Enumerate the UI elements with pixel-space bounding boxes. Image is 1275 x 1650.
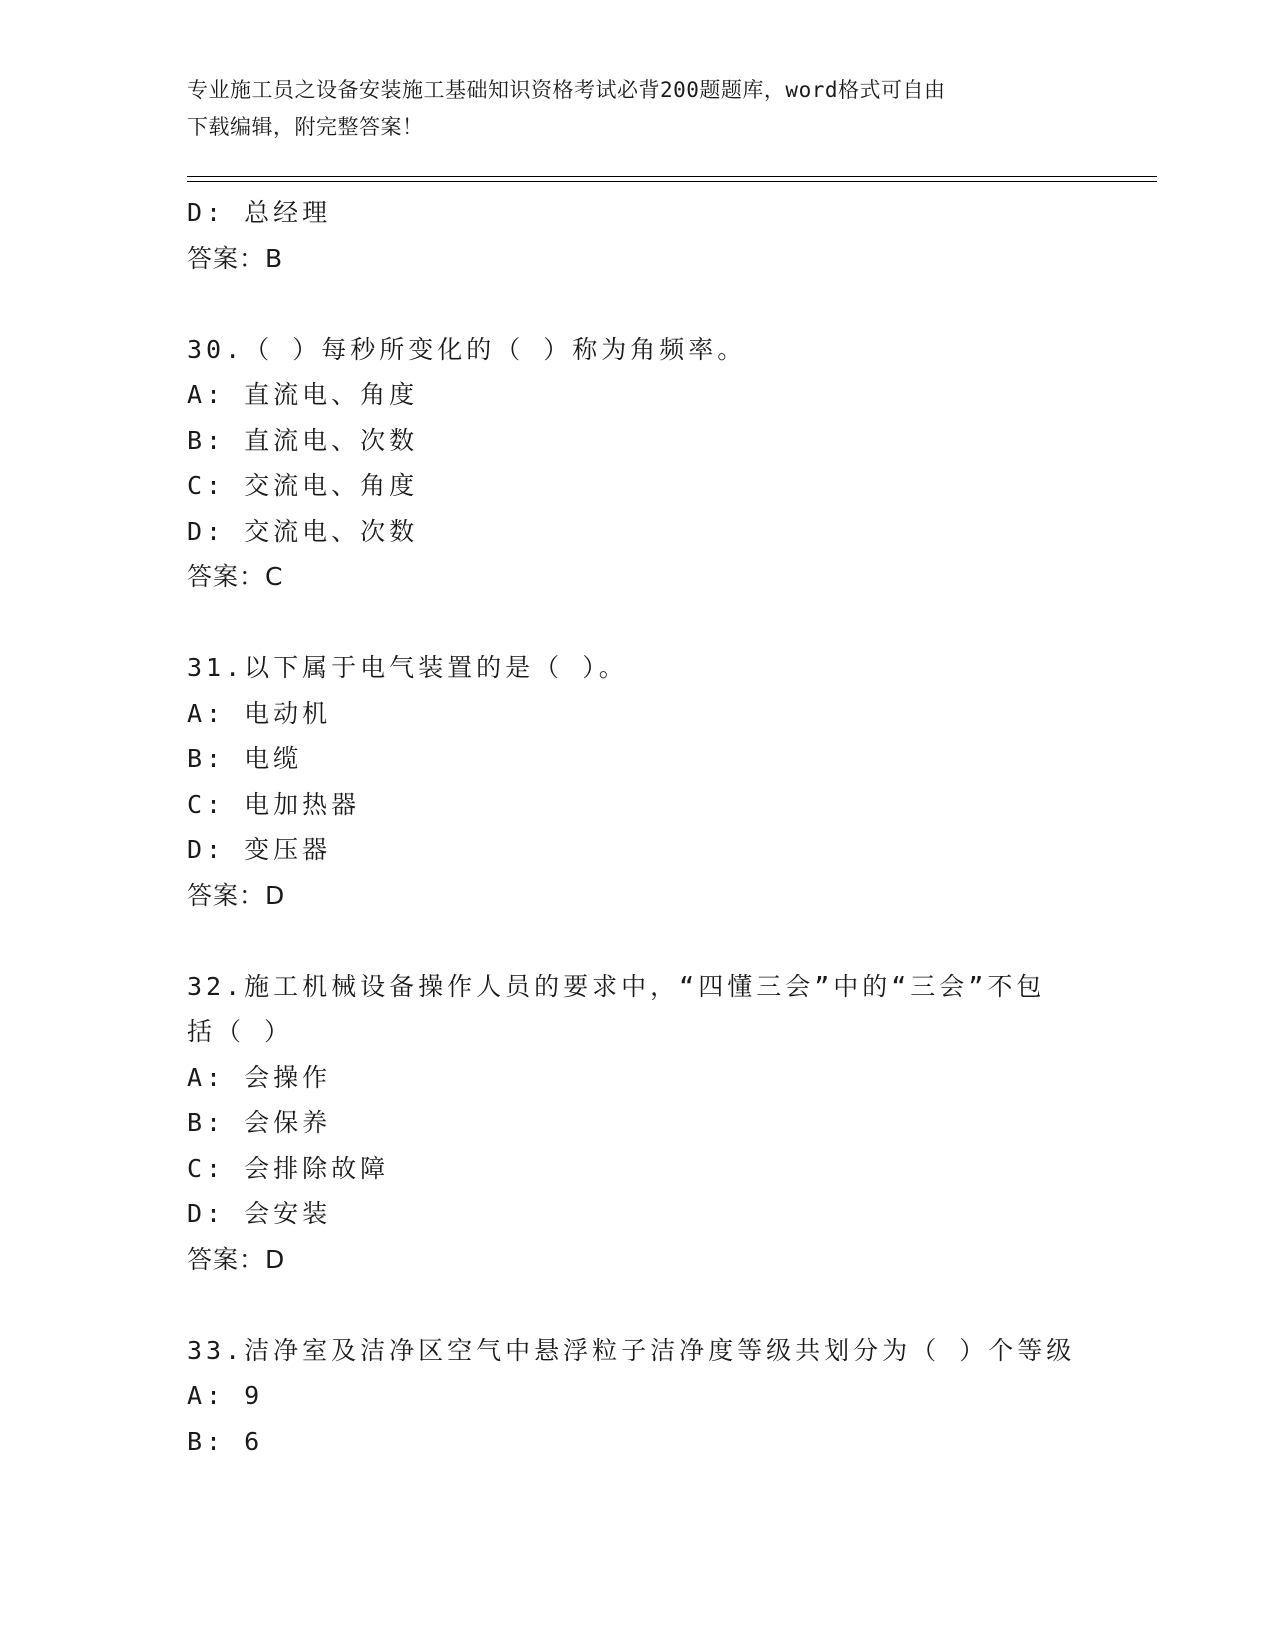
question-33 xyxy=(187,1328,1157,1465)
option-d: D: 总经理 xyxy=(187,198,332,227)
header-divider-bottom xyxy=(187,181,1157,182)
answer-line: 答案：C xyxy=(187,562,284,591)
option-b: B: 直流电、次数 xyxy=(187,425,419,455)
option-c: C: 会排除故障 xyxy=(187,1153,390,1183)
question-stem: 33.洁净室及洁净区空气中悬浮粒子洁净度等级共划分为（ ）个等级 xyxy=(187,1335,1076,1365)
question-stem: 31.以下属于电气装置的是（ ）。 xyxy=(187,653,628,682)
option-b: B: 电缆 xyxy=(187,744,303,773)
option-b: B: 会保养 xyxy=(187,1108,332,1137)
answer-line: 答案：D xyxy=(187,1244,286,1274)
question-stem-line-1: 32.施工机械设备操作人员的要求中，“四懂三会”中的“三会”不包 xyxy=(187,971,1046,1001)
header-title-line-1: 专业施工员之设备安装施工基础知识资格考试必背200题题库，word格式可自由 xyxy=(187,78,946,102)
question-29 xyxy=(187,190,1157,281)
option-d: D: 会安装 xyxy=(187,1199,332,1228)
header-title-line-2: 下载编辑，附完整答案！ xyxy=(187,115,424,139)
option-c: C: 交流电、角度 xyxy=(187,471,419,500)
answer-line: 答案：D xyxy=(187,880,286,910)
option-b: B: 6 xyxy=(187,1426,264,1456)
answer-line: 答案：B xyxy=(187,243,284,273)
question-30 xyxy=(187,327,1157,600)
option-d: D: 变压器 xyxy=(187,835,332,864)
option-a: A: 会操作 xyxy=(187,1062,332,1092)
question-list xyxy=(187,190,1157,1464)
question-stem: 30.（ ）每秒所变化的（ ）称为角频率。 xyxy=(187,334,747,364)
question-32 xyxy=(187,964,1157,1283)
option-c: C: 电加热器 xyxy=(187,789,361,819)
header-divider-top xyxy=(187,176,1157,177)
option-a: A: 9 xyxy=(187,1381,264,1410)
option-a: A: 电动机 xyxy=(187,698,332,728)
option-d: D: 交流电、次数 xyxy=(187,516,419,546)
document-header xyxy=(187,72,1087,146)
option-a: A: 直流电、角度 xyxy=(187,380,419,409)
question-stem-line-2: 括（ ） xyxy=(187,1017,294,1046)
question-31 xyxy=(187,645,1157,918)
